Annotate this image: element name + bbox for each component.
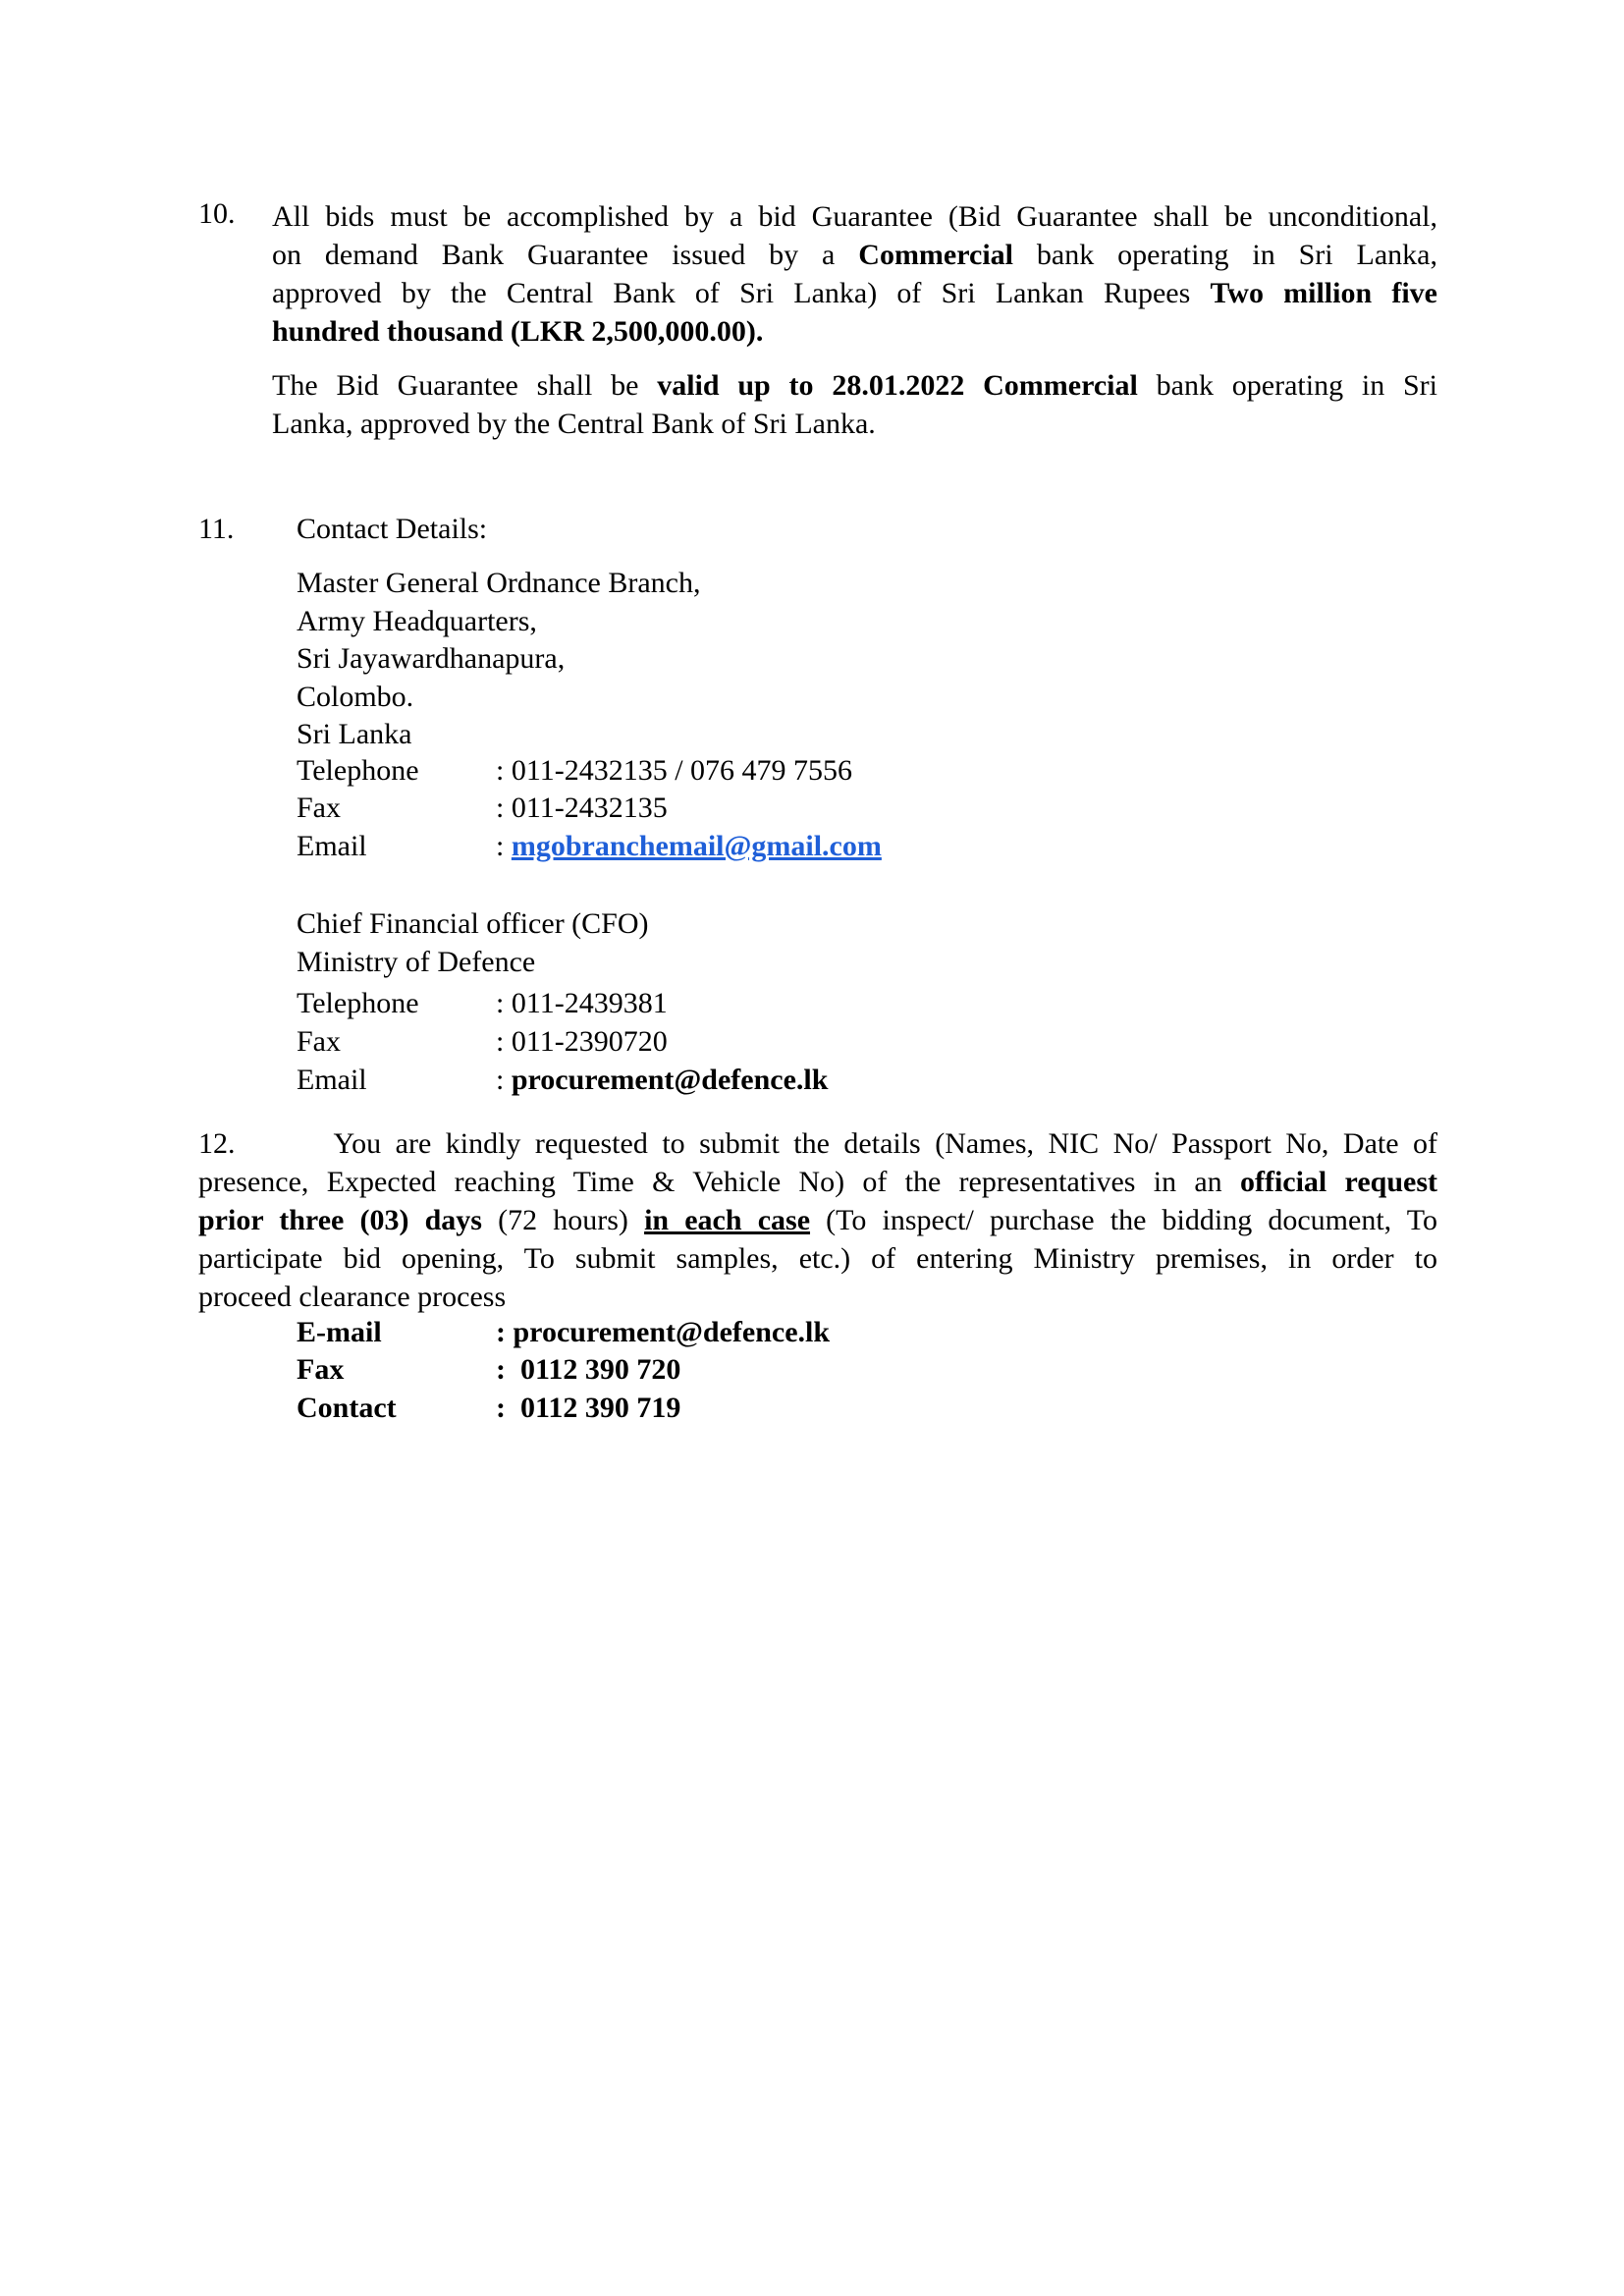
item-10-line-2-text: on demand Bank Guarantee issued by a bbox=[272, 239, 859, 271]
item-12-line-3-tail: (To inspect/ purchase the bidding document, To bbox=[810, 1204, 1438, 1236]
telephone-label: Telephone bbox=[297, 754, 419, 787]
item-12-line-1-text: You are kindly requested to submit the details (Names, NIC No/ Passport No, Date of bbox=[333, 1127, 1437, 1160]
item-10-paragraph-2 bbox=[272, 366, 1437, 443]
item-12-contact-row bbox=[297, 1392, 680, 1425]
cfo-title: Chief Financial officer (CFO) bbox=[297, 907, 649, 940]
item-12-paragraph bbox=[198, 1124, 1437, 1316]
item-12-line-2-text: presence, Expected reaching Time & Vehicle No) of the representatives in an bbox=[198, 1166, 1240, 1198]
amount-words-bold: Two million five bbox=[1210, 277, 1437, 309]
mgo-email-link[interactable]: mgobranchemail@gmail.com bbox=[511, 830, 882, 862]
item-12-line-2 bbox=[198, 1163, 1437, 1201]
item-10-line-1: All bids must be accomplished by a bid Guarantee (Bid Guarantee shall be unconditional, bbox=[272, 200, 1437, 233]
address-line: Sri Lanka bbox=[297, 718, 412, 750]
cfo-ministry: Ministry of Defence bbox=[297, 945, 536, 978]
mgo-address bbox=[297, 565, 700, 754]
item-12-email-row bbox=[297, 1316, 830, 1349]
item-12-number: 12. bbox=[198, 1127, 236, 1160]
item-12-line-1 bbox=[198, 1124, 1437, 1163]
cfo-telephone-row bbox=[297, 987, 668, 1020]
fax-value: : 011-2390720 bbox=[496, 1025, 668, 1058]
commercial-bold: Commercial bbox=[858, 239, 1014, 271]
item-10-p2-line-2: Lanka, approved by the Central Bank of Sri Lanka. bbox=[272, 408, 876, 440]
mgo-telephone-row bbox=[297, 754, 852, 788]
item-12-fax-row bbox=[297, 1353, 680, 1387]
telephone-value: : 011-2432135 / 076 479 7556 bbox=[496, 754, 853, 787]
fax-label: Fax bbox=[297, 792, 341, 824]
fax-label: Fax bbox=[297, 1025, 341, 1058]
fax-label: Fax bbox=[297, 1353, 345, 1386]
contact-details-heading: Contact Details: bbox=[297, 513, 488, 545]
hours-text: (72 hours) bbox=[481, 1204, 645, 1236]
address-line: Sri Jayawardhanapura, bbox=[297, 642, 566, 675]
email-label: E-mail bbox=[297, 1316, 382, 1348]
official-request-bold: official request bbox=[1239, 1166, 1437, 1198]
address-line: Colombo. bbox=[297, 680, 414, 713]
fax-value: : 011-2432135 bbox=[496, 792, 668, 824]
validity-bold: valid up to 28.01.2022 Commercial bbox=[657, 369, 1138, 402]
prior-days-bold: prior three (03) days bbox=[198, 1204, 482, 1236]
email-value: : procurement@defence.lk bbox=[496, 1316, 831, 1348]
telephone-value: : 011-2439381 bbox=[496, 987, 668, 1019]
item-10-line-2 bbox=[272, 236, 1437, 274]
cfo-fax-row bbox=[297, 1025, 668, 1059]
item-12-line-4: participate bid opening, To submit samples, etc.) of entering Ministry premises, in order to bbox=[198, 1242, 1437, 1275]
item-10-line-4 bbox=[272, 312, 1437, 351]
item-12-line-5: proceed clearance process bbox=[198, 1281, 507, 1313]
item-10-line-3 bbox=[272, 274, 1437, 312]
amount-figures-bold: hundred thousand (LKR 2,500,000.00). bbox=[272, 315, 764, 348]
contact-value: : 0112 390 719 bbox=[496, 1392, 681, 1424]
mgo-fax-row bbox=[297, 792, 668, 825]
cfo-address bbox=[297, 905, 649, 981]
fax-value: : 0112 390 720 bbox=[496, 1353, 681, 1386]
mgo-email-row bbox=[297, 830, 882, 863]
email-label: Email bbox=[297, 1064, 367, 1096]
item-10-p2-line-1 bbox=[272, 366, 1437, 405]
cfo-email: procurement@defence.lk bbox=[511, 1064, 829, 1096]
contact-label: Contact bbox=[297, 1392, 397, 1424]
item-10-line-3-text: approved by the Central Bank of Sri Lanka) of Sri Lankan Rupees bbox=[272, 277, 1211, 309]
email-label: Email bbox=[297, 830, 367, 862]
item-10-paragraph-1 bbox=[272, 197, 1437, 351]
item-10-p2-tail: bank operating in Sri bbox=[1137, 369, 1438, 402]
item-12-line-3 bbox=[198, 1201, 1437, 1239]
email-colon: : bbox=[496, 830, 512, 862]
item-10-number: 10. bbox=[198, 197, 236, 230]
address-line: Army Headquarters, bbox=[297, 604, 537, 637]
cfo-email-row bbox=[297, 1064, 828, 1097]
email-colon: : bbox=[496, 1064, 512, 1096]
telephone-label: Telephone bbox=[297, 987, 419, 1019]
item-11-number: 11. bbox=[198, 513, 235, 545]
item-10-p2-text: The Bid Guarantee shall be bbox=[272, 369, 658, 402]
each-case-underlined: in each case bbox=[644, 1204, 811, 1236]
address-line: Master General Ordnance Branch, bbox=[297, 567, 701, 599]
item-10-line-2-tail: bank operating in Sri Lanka, bbox=[1013, 239, 1437, 271]
